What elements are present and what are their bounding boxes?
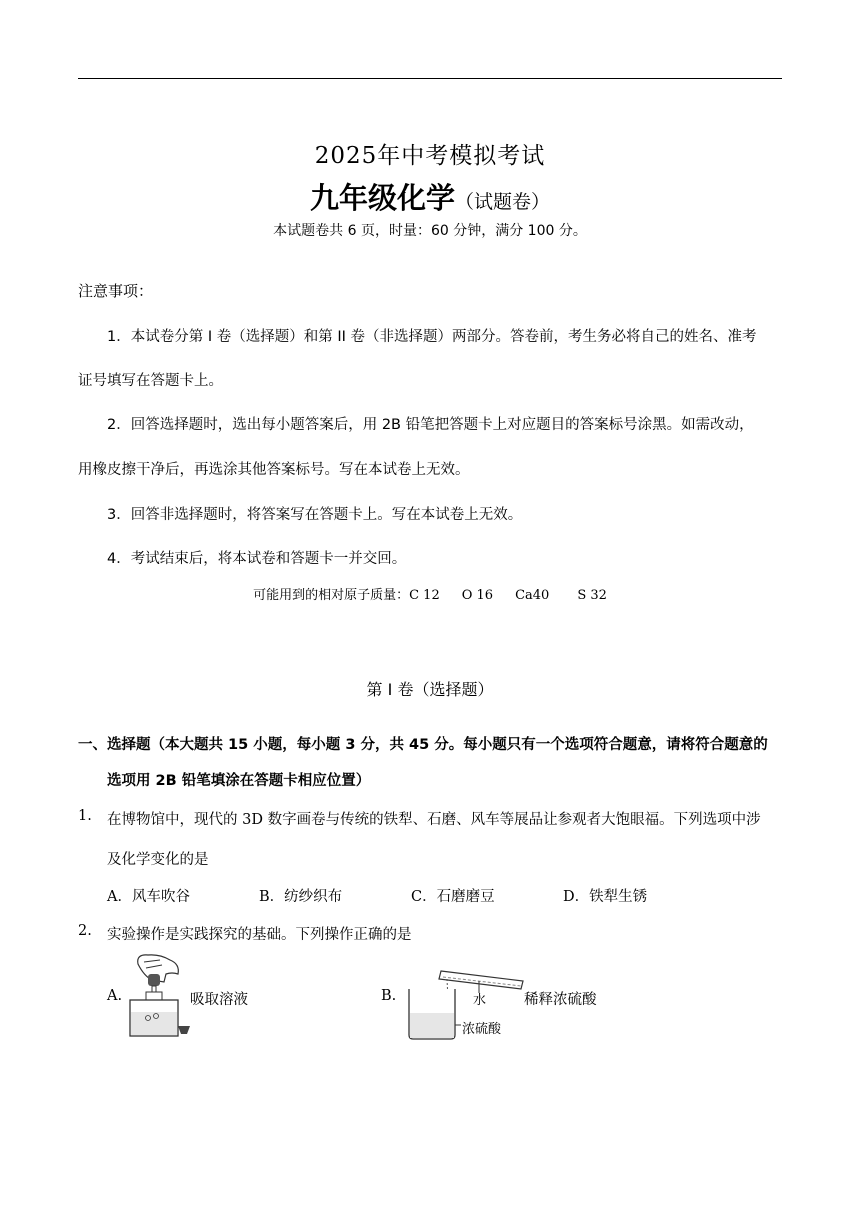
- beaker-liquid: [410, 1013, 454, 1038]
- subject-title: [0, 176, 860, 217]
- question-1-option-c: C．石磨磨豆: [411, 889, 495, 905]
- dropper-cap: [178, 1026, 190, 1034]
- atomic-mass-s: S 32: [577, 588, 607, 603]
- notice-heading: 注意事项：: [78, 282, 154, 300]
- part-heading-line-2: 选项用 2B 铅笔填涂在答题卡相应位置）: [107, 773, 371, 789]
- notice-item-3: 3．回答非选择题时，将答案写在答题卡上。写在本试卷上无效。: [107, 507, 523, 523]
- label-water: 水: [473, 993, 487, 1008]
- exam-info: 本试题卷共 6 页，时量：60 分钟，满分 100 分。: [273, 223, 587, 239]
- question-1-option-b: B．纺纱织布: [259, 889, 343, 905]
- bottle-liquid: [131, 1012, 177, 1035]
- subject-name: 九年级化学: [309, 181, 455, 215]
- notice-item-2-line-2: 用橡皮擦干净后，再选涂其他答案标号。写在本试卷上无效。: [78, 462, 470, 478]
- atomic-masses-label: 可能用到的相对原子质量：: [253, 588, 410, 603]
- tilted-cylinder: [439, 971, 523, 989]
- subject-note: （试题卷）: [455, 191, 551, 213]
- question-2-number: 2.: [78, 923, 92, 939]
- exam-title: 2025年中考模拟考试: [314, 143, 546, 169]
- question-2-option-a-caption: 吸取溶液: [190, 992, 248, 1008]
- atomic-mass-o: O 16: [461, 588, 494, 603]
- question-1-option-a: A．风车吹谷: [107, 889, 190, 905]
- section-title: 第 I 卷（选择题）: [366, 680, 494, 699]
- question-2-stem: 实验操作是实践探究的基础。下列操作正确的是: [107, 927, 412, 943]
- dropper-bulb: [148, 974, 160, 986]
- atomic-mass-c: C 12: [409, 588, 440, 603]
- question-1-number: 1.: [78, 808, 92, 824]
- notice-item-2-line-1: 2．回答选择题时，选出每小题答案后，用 2B 铅笔把答题卡上对应题目的答案标号涂黑。如需改动，: [107, 417, 754, 433]
- question-2-option-a-letter: A.: [107, 988, 123, 1004]
- header-rule: [78, 78, 782, 79]
- part-heading-line-1: 一、选择题（本大题共 15 小题，每小题 3 分，共 45 分。每小题只有一个选项符合题意，请将符合题意的: [78, 737, 768, 753]
- label-concentrated-acid: 浓硫酸: [462, 1022, 502, 1037]
- notice-item-1-line-1: 1．本试卷分第 I 卷（选择题）和第 II 卷（非选择题）两部分。答卷前，考生务必将自己的姓名、准考: [107, 329, 757, 345]
- question-1-stem-line-2: 及化学变化的是: [107, 852, 209, 868]
- question-1-option-d: D．铁犁生锈: [563, 889, 648, 905]
- atomic-masses: [0, 584, 860, 603]
- question-1-stem-line-1: 在博物馆中，现代的 3D 数字画卷与传统的铁犁、石磨、风车等展品让参观者大饱眼福。下列选项中涉: [107, 812, 761, 828]
- notice-item-4: 4．考试结束后，将本试卷和答题卡一并交回。: [107, 551, 407, 567]
- notice-item-1-line-2: 证号填写在答题卡上。: [78, 373, 223, 389]
- dropper-bottle-illustration: [126, 952, 194, 1040]
- question-2-option-b-caption: 稀释浓硫酸: [524, 992, 597, 1008]
- question-2-option-b-letter: B.: [381, 988, 397, 1004]
- bottle-neck: [146, 992, 162, 1000]
- atomic-mass-ca: Ca40: [515, 588, 550, 603]
